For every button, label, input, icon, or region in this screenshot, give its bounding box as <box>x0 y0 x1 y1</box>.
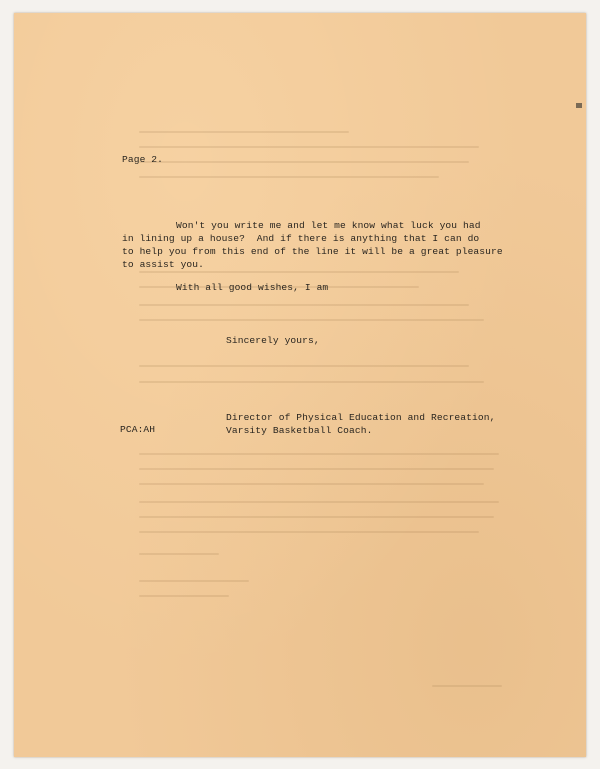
bleed-through-line <box>139 516 494 518</box>
reference-initials: PCA:AH <box>120 424 156 435</box>
page-header: Page 2. <box>122 154 164 165</box>
bleed-through-line <box>139 595 229 597</box>
bleed-through-line <box>139 531 479 533</box>
bleed-through-line <box>139 483 484 485</box>
wishes-line: With all good wishes, I am <box>176 282 329 293</box>
body-line: Won't you write me and let me know what luck you had <box>176 220 481 231</box>
body-line: to help you from this end of the line it will be a great pleasure <box>122 246 503 257</box>
signature-title-line: Director of Physical Education and Recreation, <box>226 412 496 423</box>
bleed-through-line <box>139 146 479 148</box>
letter-page <box>14 13 586 757</box>
body-line: in lining up a house? And if there is anything that I can do <box>122 233 480 244</box>
bleed-through-line <box>139 319 484 321</box>
bleed-through-line <box>139 131 349 133</box>
bleed-through-line <box>139 304 469 306</box>
bleed-through-line <box>139 553 219 555</box>
body-line: to assist you. <box>122 259 205 270</box>
edge-mark <box>576 103 582 108</box>
bleed-through-line <box>139 501 499 503</box>
bleed-through-line <box>139 580 249 582</box>
bleed-through-line <box>139 176 439 178</box>
bleed-through-line <box>139 468 494 470</box>
closing: Sincerely yours, <box>226 335 320 346</box>
bleed-through-line <box>139 381 484 383</box>
bleed-through-line <box>139 161 469 163</box>
bleed-through-line <box>139 271 459 273</box>
bleed-through-line <box>432 685 502 687</box>
bleed-through-line <box>139 453 499 455</box>
bleed-through-line <box>139 365 469 367</box>
signature-title-line: Varsity Basketball Coach. <box>226 425 373 436</box>
